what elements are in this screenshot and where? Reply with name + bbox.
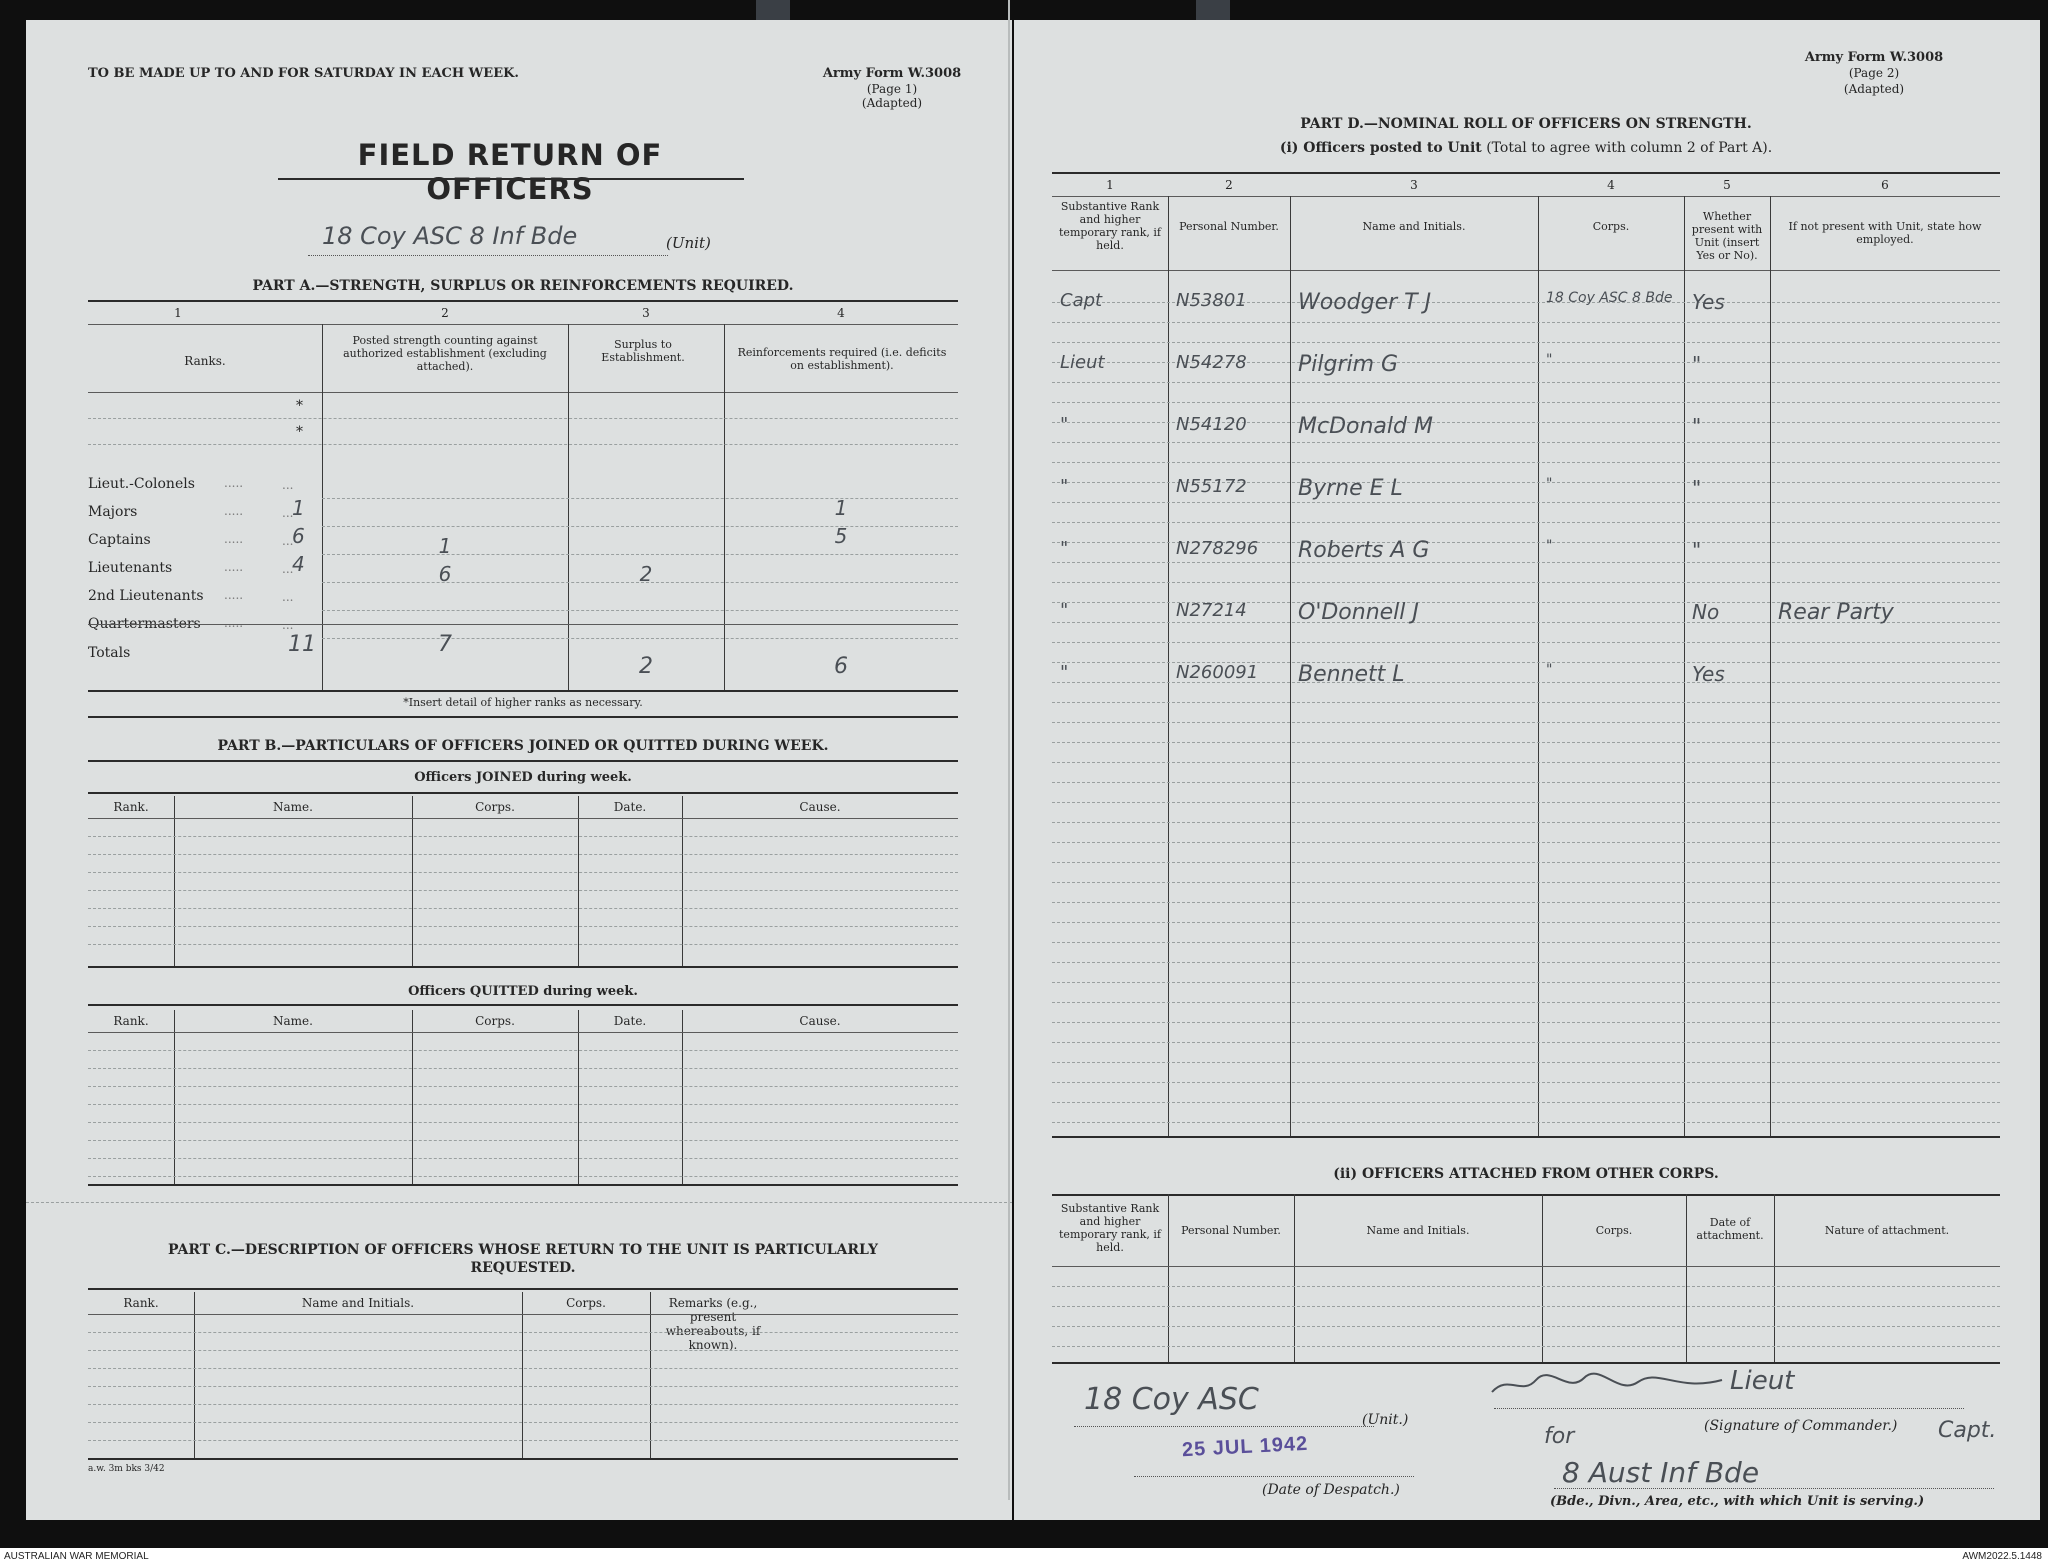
rule-line (1052, 642, 2000, 643)
table-col-header: Remarks (e.g., present whereabouts, if known). (665, 1296, 761, 1352)
cell-present: " (1692, 476, 1702, 500)
rule-line (88, 908, 958, 909)
dot-leader: ... (282, 506, 294, 520)
cell-name: Pilgrim G (1298, 352, 1399, 377)
col-header: Substantive Rank and higher temporary rank, if held. (1059, 200, 1161, 252)
header-rule (1052, 270, 2000, 271)
col-divider (522, 1292, 523, 1458)
for-handwritten: for (1544, 1424, 1575, 1449)
rule-line (1052, 1102, 2000, 1103)
signature-scrawl (1488, 1372, 1728, 1398)
posted-value: 6 (438, 562, 452, 586)
cell-number: N54278 (1176, 352, 1247, 373)
rule-line (1052, 1002, 2000, 1003)
col-divider (1168, 1194, 1169, 1362)
col-number: 1 (174, 306, 182, 320)
rule-line (1052, 1306, 2000, 1307)
rule-line (1052, 862, 2000, 863)
table-col-header: Date. (613, 1014, 647, 1028)
rule-line (1052, 342, 2000, 343)
rule-line (88, 1404, 958, 1405)
table-bottom (88, 966, 958, 968)
cell-number: N53801 (1176, 290, 1247, 311)
total-reinforcements: 6 (834, 654, 848, 679)
cell-rank: " (1060, 662, 1069, 683)
table-col-header: Corps. (566, 1296, 606, 1310)
part-c-title-2: REQUESTED. (470, 1260, 576, 1276)
cell-rank: " (1060, 476, 1069, 497)
cell-number: N55172 (1176, 476, 1247, 497)
part-c-title: PART C.—DESCRIPTION OF OFFICERS WHOSE RETURN TO THE UNIT IS PARTICULARLY (168, 1242, 878, 1258)
rule-line (1052, 882, 2000, 883)
rule-line (1052, 1062, 2000, 1063)
col-divider (1542, 1194, 1543, 1362)
signature-label: (Signature of Commander.) (1704, 1418, 1898, 1434)
total-posted: 7 (438, 632, 452, 657)
section-ii-title: (ii) OFFICERS ATTACHED FROM OTHER CORPS. (1333, 1166, 1719, 1182)
rule-line (1052, 522, 2000, 523)
despatch-date-stamp: 25 JUL 1942 (1181, 1432, 1309, 1462)
brigade-label: (Bde., Divn., Area, etc., with which Unit is serving.) (1550, 1494, 1925, 1509)
rule-line (1052, 822, 2000, 823)
signature-handwritten: Lieut (1730, 1366, 1795, 1396)
dot-leader: ..... (224, 476, 244, 490)
dot-leader: ... (282, 618, 294, 632)
form-adapted: (Adapted) (1843, 82, 1905, 96)
dot-leader: ... (282, 534, 294, 548)
capt-handwritten: Capt. (1938, 1418, 1997, 1443)
header-rule (1052, 196, 2000, 197)
cell-number: N260091 (1176, 662, 1259, 683)
cell-present: " (1692, 352, 1702, 376)
binder-clip (756, 0, 790, 22)
rule-line (88, 836, 958, 837)
part-a-title: PART A.—STRENGTH, SURPLUS OR REINFORCEMENTS REQUIRED. (252, 278, 794, 294)
col-header: Personal Number. (1181, 1224, 1281, 1237)
rule-line (1052, 1286, 2000, 1287)
rule-line (1052, 962, 2000, 963)
dot-leader: ... (282, 590, 294, 604)
col-header-surplus: Surplus to Establishment. (601, 338, 685, 364)
cell-rank: " (1060, 414, 1069, 435)
cell-name: Woodger T J (1298, 290, 1432, 315)
cell-rank: Capt (1060, 290, 1103, 311)
rule-line (1052, 842, 2000, 843)
rule-line (1052, 722, 2000, 723)
rule-line (1052, 1122, 2000, 1123)
rule-line (88, 1386, 958, 1387)
table-col-header: Name. (273, 1014, 313, 1028)
rule-line (88, 1140, 958, 1141)
print-code: a.w. 3m bks 3/42 (88, 1464, 165, 1474)
col-divider (1774, 1194, 1775, 1362)
rule-line (88, 890, 958, 891)
form-page-1 (26, 20, 1012, 1520)
rule-line (88, 1368, 958, 1369)
page-fold (1008, 0, 1010, 1500)
rule-line (322, 582, 958, 583)
cell-present: Yes (1692, 662, 1725, 686)
rule-line (1052, 702, 2000, 703)
brigade-handwritten: 8 Aust Inf Bde (1562, 1456, 1760, 1489)
rule-line (1052, 582, 2000, 583)
cell-number: N54120 (1176, 414, 1247, 435)
form-title: Army Form W.3008 (822, 66, 962, 81)
reinforcement-value: 1 (834, 496, 848, 520)
rank-label: Quartermasters (88, 616, 201, 632)
part-d-title: PART D.—NOMINAL ROLL OF OFFICERS ON STRENGTH. (1300, 116, 1752, 132)
totals-label: Totals (88, 645, 131, 661)
rank-label: Lieutenants (88, 560, 173, 576)
col-header: Name and Initials. (1366, 1224, 1470, 1237)
dot-leader: ..... (224, 560, 244, 574)
cell-present: Yes (1692, 290, 1725, 314)
binder-clip (1196, 0, 1230, 22)
rule-line (1052, 1022, 2000, 1023)
col-header: Personal Number. (1179, 220, 1279, 233)
col-number: 4 (837, 306, 845, 320)
col-divider (1294, 1194, 1295, 1362)
cell-rank: Lieut (1060, 352, 1105, 373)
col-header-posted: Posted strength counting against authorized establishment (excluding attached). (343, 334, 547, 373)
cell-present: " (1692, 414, 1702, 438)
cell-present: " (1692, 538, 1702, 562)
rule-line (1052, 762, 2000, 763)
table-bottom (88, 1184, 958, 1186)
form-page: (Page 1) (866, 82, 918, 96)
table-col-header: Corps. (475, 1014, 515, 1028)
col-divider (682, 796, 683, 966)
rank-label: Captains (88, 532, 151, 548)
dot-leader: ..... (224, 504, 244, 518)
col-header-ranks: Ranks. (184, 354, 226, 368)
header-rule (88, 818, 958, 819)
col-divider (412, 796, 413, 966)
col-header: Nature of attachment. (1824, 1224, 1950, 1237)
col-header: Name and Initials. (1362, 220, 1466, 233)
rank-label: Majors (88, 504, 138, 520)
total-establishment: 11 (288, 632, 316, 657)
rule-line (88, 1176, 958, 1177)
col-header: Substantive Rank and higher temporary rank, if held. (1059, 1202, 1161, 1254)
col-number: 2 (441, 306, 449, 320)
col-divider (1686, 1194, 1687, 1362)
unit-label: (Unit.) (1362, 1412, 1409, 1428)
dot-leader: ... (282, 562, 294, 576)
cell-number: N278296 (1176, 538, 1259, 559)
unit-handwritten: 18 Coy ASC (1084, 1382, 1259, 1417)
rule-line (1052, 1082, 2000, 1083)
table-bottom (88, 1458, 958, 1460)
insert-marker: * (296, 398, 303, 414)
cell-rank: " (1060, 600, 1069, 621)
rule-line (1052, 982, 2000, 983)
rule-line (1052, 462, 2000, 463)
rule-line (88, 1086, 958, 1087)
table-col-header: Name and Initials. (301, 1296, 415, 1310)
rank-label: Lieut.-Colonels (88, 476, 195, 492)
cell-present: No (1692, 600, 1720, 624)
rule-line (88, 1050, 958, 1051)
rule-line (1052, 402, 2000, 403)
reinforcement-value: 5 (834, 524, 848, 548)
col-header: If not present with Unit, state how employed. (1788, 220, 1982, 246)
col-header: Date of attachment. (1696, 1216, 1764, 1242)
establishment-value: 4 (292, 552, 305, 576)
dot-leader: ..... (224, 532, 244, 546)
dot-leader: ... (282, 478, 294, 492)
part-b-title: PART B.—PARTICULARS OF OFFICERS JOINED OR QUITTED DURING WEEK. (217, 738, 829, 754)
rule-line (88, 926, 958, 927)
unit-label: (Unit) (666, 234, 711, 252)
dot-leader: ..... (224, 616, 244, 630)
footer-left: AUSTRALIAN WAR MEMORIAL (4, 1551, 149, 1562)
rank-label: 2nd Lieutenants (88, 588, 204, 604)
table-col-header: Date. (613, 800, 647, 814)
header-rule (88, 1314, 958, 1315)
rule-line (1052, 1326, 2000, 1327)
cell-corps: " (1546, 352, 1553, 368)
rule-line (322, 610, 958, 611)
col-number: 2 (1225, 178, 1233, 192)
col-number: 4 (1607, 178, 1615, 192)
col-number: 5 (1723, 178, 1731, 192)
establishment-value: 6 (292, 524, 305, 548)
cell-number: N27214 (1176, 600, 1247, 621)
rule-line (88, 1122, 958, 1123)
rule-line (322, 554, 958, 555)
rule-line (1052, 742, 2000, 743)
rule-line (1052, 802, 2000, 803)
col-divider (650, 1292, 651, 1458)
col-divider (194, 1292, 195, 1458)
col-header: Corps. (1592, 220, 1630, 233)
cell-corps: 18 Coy ASC 8 Bde (1546, 290, 1673, 306)
rule-line (88, 1104, 958, 1105)
cell-name: O'Donnell J (1298, 600, 1419, 625)
rule-line (88, 1332, 958, 1333)
footnote: *Insert detail of higher ranks as necessary. (403, 696, 643, 709)
table-col-header: Name. (273, 800, 313, 814)
top-note: TO BE MADE UP TO AND FOR SATURDAY IN EACH WEEK. (88, 66, 519, 81)
page-title: FIELD RETURN OF OFFICERS (357, 138, 663, 206)
posted-value: 1 (438, 534, 452, 558)
table-col-header: Corps. (475, 800, 515, 814)
rule-line (88, 944, 958, 945)
rule-line (1052, 782, 2000, 783)
table-col-header: Cause. (799, 1014, 841, 1028)
insert-marker: * (296, 424, 303, 440)
col-number: 3 (642, 306, 650, 320)
dot-leader: ..... (224, 588, 244, 602)
cell-corps: " (1546, 662, 1553, 678)
surplus-value: 2 (639, 562, 653, 586)
rule-line (88, 854, 958, 855)
cell-name: McDonald M (1298, 414, 1433, 439)
rule-line (88, 872, 958, 873)
col-divider (174, 796, 175, 966)
rule-line (88, 1440, 958, 1441)
cell-name: Roberts A G (1298, 538, 1430, 563)
cell-corps: " (1546, 476, 1553, 492)
joined-title: Officers JOINED during week. (414, 770, 632, 785)
col-number: 1 (1106, 178, 1114, 192)
cell-corps: " (1546, 538, 1553, 554)
date-label: (Date of Despatch.) (1262, 1482, 1400, 1498)
col-number: 6 (1881, 178, 1889, 192)
unit-handwritten: 18 Coy ASC 8 Inf Bde (322, 222, 578, 250)
total-surplus: 2 (639, 654, 653, 679)
quitted-title: Officers QUITTED during week. (408, 984, 638, 999)
form-page: (Page 2) (1848, 66, 1900, 80)
table-col-header: Rank. (123, 1296, 159, 1310)
rule-line (1052, 1346, 2000, 1347)
rule-line (1052, 902, 2000, 903)
col-header: Whether present with Unit (insert Yes or No). (1691, 210, 1763, 262)
establishment-value: 1 (292, 496, 305, 520)
rule-line (1052, 922, 2000, 923)
rule-line (88, 1422, 958, 1423)
header-rule (88, 1032, 958, 1033)
form-page-2 (1014, 20, 2040, 1520)
col-number: 3 (1410, 178, 1418, 192)
header-rule (1052, 1266, 2000, 1267)
rule-line (88, 1158, 958, 1159)
rule-line (88, 1350, 958, 1351)
rule-line (88, 1068, 958, 1069)
col-header-reinforcements: Reinforcements required (i.e. deficits on establishment). (737, 346, 947, 372)
col-divider (578, 796, 579, 966)
rule-line (1052, 1042, 2000, 1043)
table-col-header: Rank. (113, 1014, 149, 1028)
cell-employed: Rear Party (1778, 600, 1894, 625)
form-adapted: (Adapted) (861, 96, 923, 110)
cell-name: Byrne E L (1298, 476, 1403, 501)
col-header: Corps. (1595, 1224, 1633, 1237)
rule-line (1052, 942, 2000, 943)
footer-right: AWM2022.5.1448 (1962, 1551, 2042, 1562)
section-i-title: (i) Officers posted to Unit (Total to agree with column 2 of Part A). (1279, 140, 1773, 156)
table-col-header: Cause. (799, 800, 841, 814)
table-col-header: Rank. (113, 800, 149, 814)
cell-rank: " (1060, 538, 1069, 559)
cell-name: Bennett L (1298, 662, 1405, 687)
form-title: Army Form W.3008 (1804, 50, 1944, 65)
